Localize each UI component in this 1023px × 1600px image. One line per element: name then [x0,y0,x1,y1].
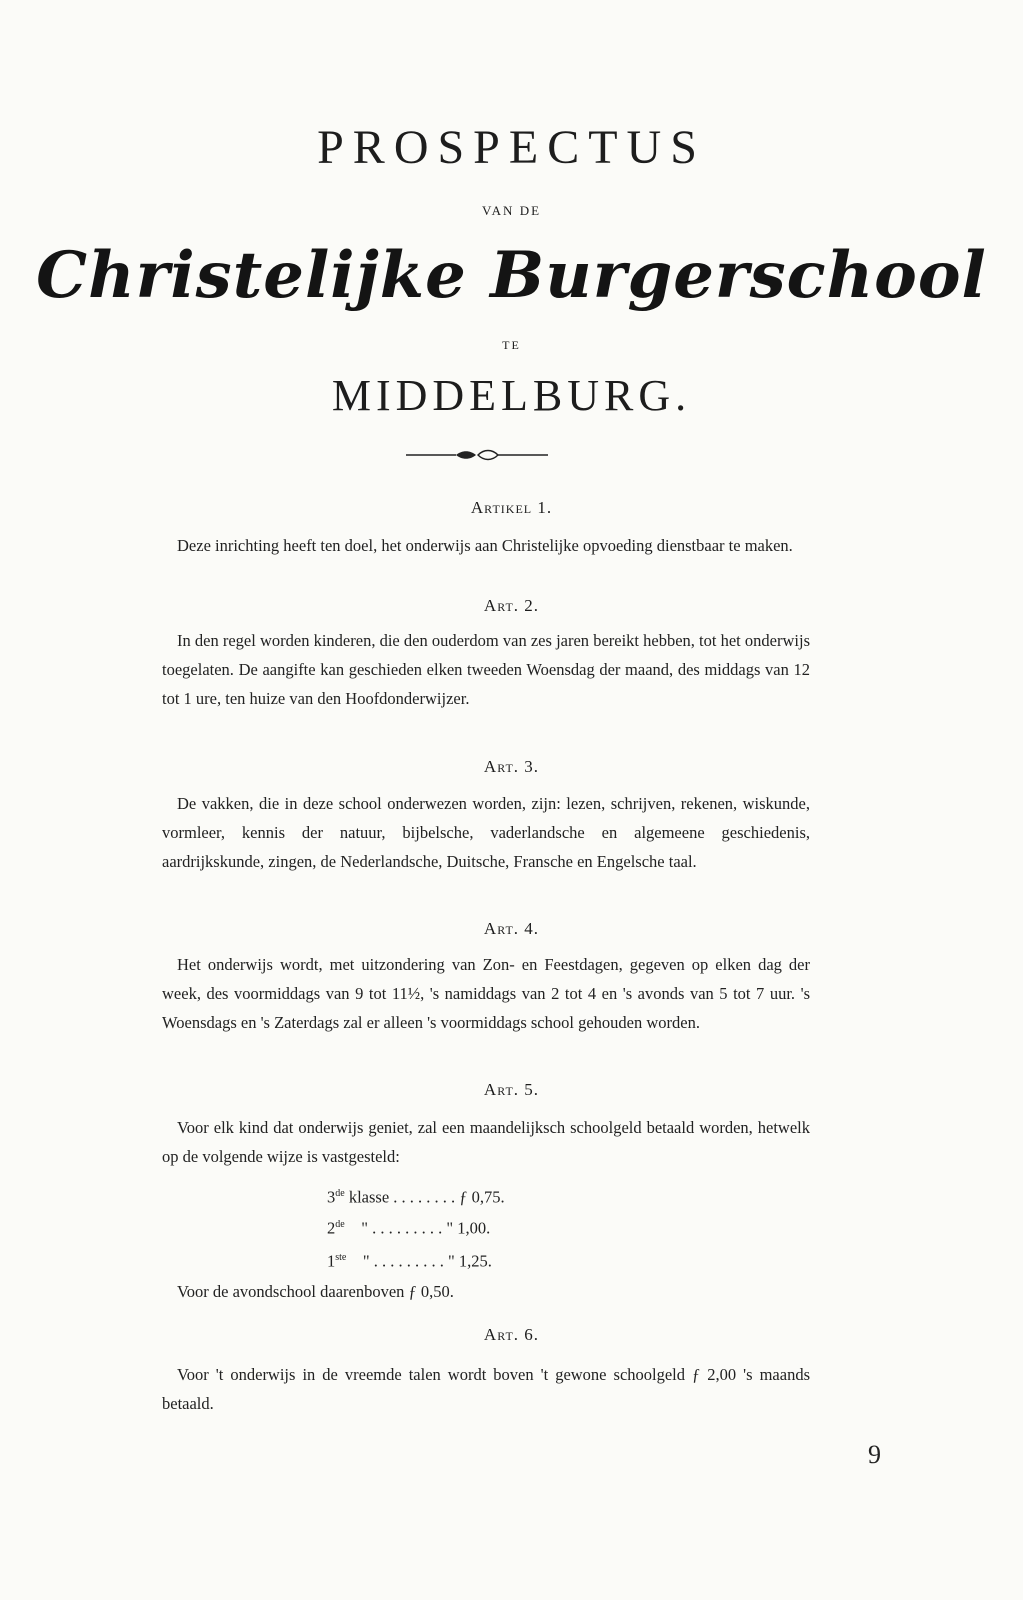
article-4-heading: Art. 4. [483,919,540,938]
fee-class-suffix: ste [335,1252,347,1263]
title-connector: VAN DE [481,203,542,218]
article-5-heading: Art. 5. [483,1080,540,1099]
article-5-text: Voor elk kind dat onderwijs geniet, zal een maandelijksch schoolgeld betaald worden, hetwelk op de volgende wijze is vastgesteld: [162,1118,810,1166]
fee-row-class-3 [327,1179,667,1212]
place-connector: TE [502,338,521,352]
article-3-text: De vakken, die in deze school onderwezen worden, zijn: lezen, schrijven, rekenen, wiskunde, vormleer, kennis der natuur, bijbelsche, vaderlandsche en algemeene geschiedenis, aardrijkskunde, zingen, de Nederlandsche, Duitsche, Fransche en Engelsche taal. [162,794,810,871]
fee-class-number: 2 [327,1218,336,1238]
fee-class-number: 3 [327,1187,336,1207]
article-6-heading: Art. 6. [483,1325,540,1344]
article-2-heading: Art. 2. [483,596,540,615]
article-3-heading: Art. 3. [483,757,540,776]
article-6-text: Voor 't onderwijs in de vreemde talen wordt boven 't gewone schoolgeld ƒ 2,00 's maands betaald. [162,1365,810,1413]
evening-school-note: Voor de avondschool daarenboven ƒ 0,50. [177,1282,454,1301]
fee-row-class-1 [327,1243,667,1276]
fee-class-number: 1 [327,1251,336,1271]
page-title: PROSPECTUS [317,121,706,174]
fee-class-suffix: de [335,1219,345,1230]
fee-amount: ƒ 0,75. [455,1187,505,1207]
fee-label: " . . . . . . . . . [344,1218,443,1238]
city-name: MIDDELBURG. [331,371,692,420]
school-name-blackletter: Christelijke Burgerschool [36,238,987,313]
fee-row-class-2 [327,1210,667,1243]
fee-label: klasse . . . . . . . . [344,1187,456,1207]
ornament-divider [404,447,550,463]
fee-amount: " 1,00. [442,1218,491,1238]
page-number: 9 [868,1440,881,1469]
fee-label: " . . . . . . . . . [346,1251,444,1271]
article-1-text: Deze inrichting heeft ten doel, het onderwijs aan Christelijke opvoeding dienstbaar te maken. [177,536,793,555]
fee-amount: " 1,25. [443,1251,492,1271]
article-1-heading: Artikel 1. [470,498,553,517]
fee-class-suffix: de [335,1188,345,1199]
article-2-text: In den regel worden kinderen, die den ouderdom van zes jaren bereikt hebben, tot het onderwijs toegelaten. De aangifte kan geschieden elken tweeden Woensdag der maand, des middags van 12 tot 1 ure, ten huize van den Hoofdonderwijzer. [162,631,810,708]
article-4-text: Het onderwijs wordt, met uitzondering van Zon- en Feestdagen, gegeven op elken dag der week, des voormiddags van 9 tot 11½, 's namiddags van 2 tot 4 en 's avonds van 5 tot 7 uur. 's Woensdags en 's Zaterdags zal er alleen 's voormiddags school gehouden worden. [162,955,810,1032]
